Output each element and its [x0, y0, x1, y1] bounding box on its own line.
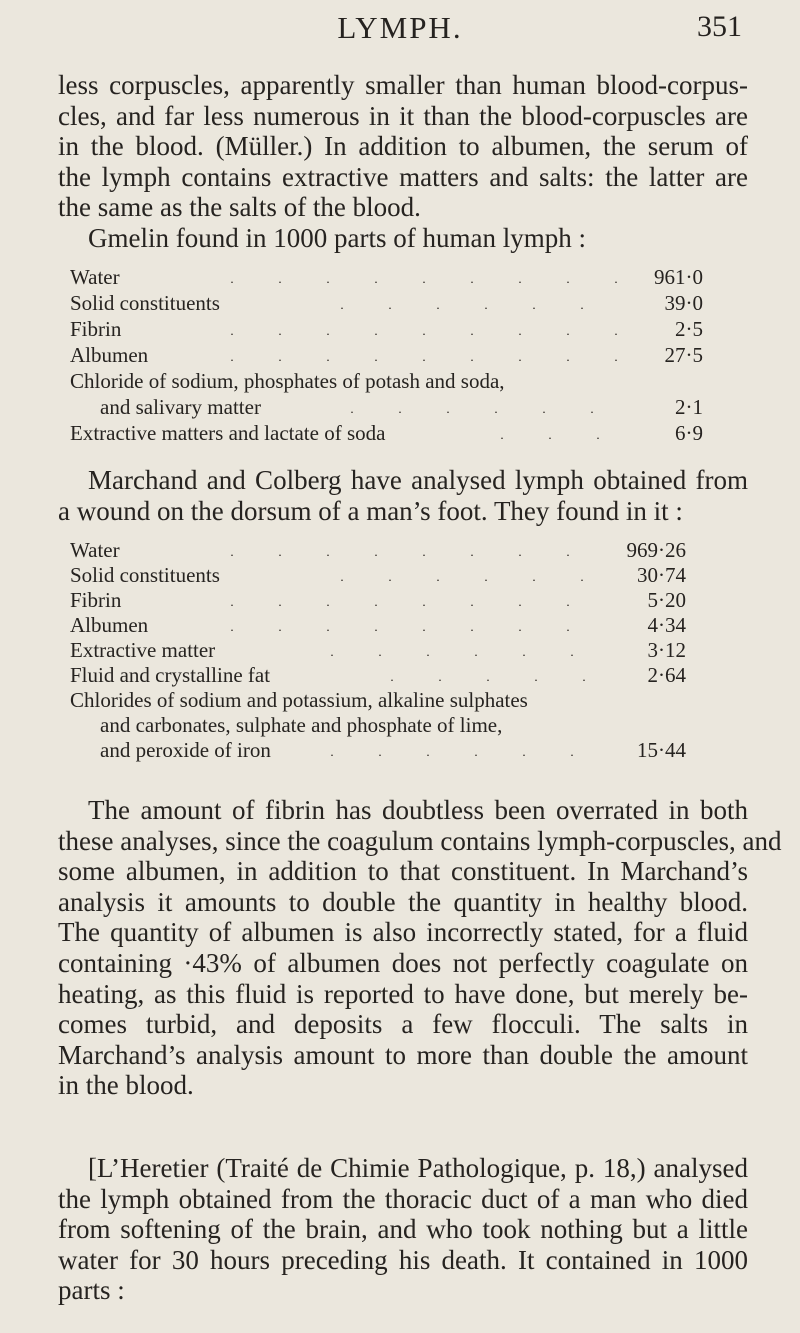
row-label: Albumen [70, 343, 149, 367]
text-line: a wound on the dorsum of a man’s foot. They found in it : [58, 495, 683, 526]
table-row [58, 713, 748, 739]
text-line: from softening of the brain, and who took nothing but a little [58, 1214, 748, 1245]
row-label: and carbonates, sulphate and phosphate of lime, [100, 713, 503, 737]
row-label: Fibrin [70, 317, 122, 341]
text-line: the lymph obtained from the thoracic duct of a man who died [58, 1183, 748, 1214]
row-label: and peroxide of iron [100, 738, 271, 762]
table-row [58, 688, 748, 714]
leader-dots [208, 554, 603, 556]
leader-dots [208, 359, 618, 361]
row-label: Fluid and crystalline fat [70, 663, 271, 687]
text-line: comes turbid, and deposits a few flocculi. The salts in [58, 1009, 748, 1040]
row-label: and salivary matter [100, 395, 261, 419]
text-line: Marchand and Colberg have analysed lymph obtained from [88, 465, 748, 495]
leader-dots [328, 411, 618, 413]
text-line: Marchand’s analysis amount to more than double the amount [58, 1039, 748, 1070]
table-row [58, 369, 748, 395]
row-value: 2·1 [675, 395, 703, 419]
text-line: in the blood. (Müller.) In addition to albumen, the serum of [58, 131, 748, 162]
row-value: 3·12 [647, 638, 686, 662]
row-value: 27·5 [664, 343, 703, 367]
row-label: Solid constituents [70, 291, 220, 315]
text-line: the same as the salts of the blood. [58, 192, 421, 223]
text-line: these analyses, since the coagulum contains lymph-corpuscles, and [58, 825, 782, 856]
row-label: Chloride of sodium, phosphates of potash and soda, [70, 369, 505, 393]
table-row [58, 563, 748, 589]
table-row [58, 343, 748, 369]
page-number: 351 [697, 10, 742, 43]
table-row [58, 421, 748, 447]
text-line: cles, and far less numerous in it than the blood-corpuscles are [58, 100, 748, 131]
row-label: Chlorides of sodium and potassium, alkaline sulphates [70, 688, 528, 712]
table-row [58, 638, 748, 664]
leader-dots [478, 437, 628, 439]
text-line: Gmelin found in 1000 parts of human lymph : [88, 223, 586, 253]
table-row [58, 265, 748, 291]
text-line: the lymph contains extractive matters and salts: the latter are [58, 161, 748, 192]
leader-dots [308, 754, 603, 756]
text-line: containing ·43% of albumen does not perfectly coagulate on [58, 947, 748, 978]
table-row [58, 317, 748, 343]
leader-dots [208, 604, 603, 606]
row-value: 2·5 [675, 317, 703, 341]
table-row [58, 395, 748, 421]
row-value: 969·26 [626, 538, 686, 562]
row-label: Water [70, 538, 120, 562]
text-line: [L’Heretier (Traité de Chimie Pathologique, p. 18,) analysed [88, 1153, 748, 1183]
row-value: 6·9 [675, 421, 703, 445]
text-line: some albumen, in addition to that constituent. In Marchand’s [58, 856, 748, 887]
paragraph-corpuscles [58, 70, 748, 223]
leader-dots [208, 281, 618, 283]
text-line: less corpuscles, apparently smaller than human blood-corpus- [58, 70, 748, 100]
paragraph-lheretier [58, 1153, 748, 1306]
text-line: The amount of fibrin has doubtless been overrated in both [88, 795, 748, 825]
row-label: Water [70, 265, 120, 289]
leader-dots [208, 333, 618, 335]
leader-dots [208, 629, 603, 631]
text-line: heating, as this fluid is reported to have done, but merely be- [58, 978, 748, 1009]
table-row [58, 663, 748, 689]
table-row [58, 291, 748, 317]
row-label: Extractive matters and lactate of soda [70, 421, 386, 445]
text-line: in the blood. [58, 1070, 194, 1101]
row-value: 4·34 [647, 613, 686, 637]
running-title: LYMPH. [337, 10, 463, 45]
row-value: 15·44 [637, 738, 686, 762]
leader-dots [318, 307, 618, 309]
leader-dots [318, 579, 603, 581]
row-label: Fibrin [70, 588, 122, 612]
row-label: Albumen [70, 613, 149, 637]
text-line: water for 30 hours preceding his death. It contained in 1000 [58, 1244, 748, 1275]
row-value: 39·0 [664, 291, 703, 315]
paragraph-gmelin-intro [88, 223, 748, 254]
table-row [58, 538, 748, 564]
row-value: 5·20 [647, 588, 686, 612]
paragraph-marchand-intro [58, 465, 748, 526]
page-header [0, 8, 800, 48]
paragraph-fibrin-discussion [58, 795, 782, 1101]
row-value: 2·64 [647, 663, 686, 687]
text-line: The quantity of albumen is also incorrectly stated, for a fluid [58, 917, 748, 948]
row-label: Extractive matter [70, 638, 216, 662]
table-row [58, 588, 748, 614]
leader-dots [368, 679, 603, 681]
text-line: parts : [58, 1275, 125, 1306]
row-value: 30·74 [637, 563, 686, 587]
table-row [58, 613, 748, 639]
row-value: 961·0 [654, 265, 703, 289]
text-line: analysis it amounts to double the quantity in healthy blood. [58, 886, 748, 917]
table-row [58, 738, 748, 764]
row-label: Solid constituents [70, 563, 220, 587]
leader-dots [308, 654, 603, 656]
